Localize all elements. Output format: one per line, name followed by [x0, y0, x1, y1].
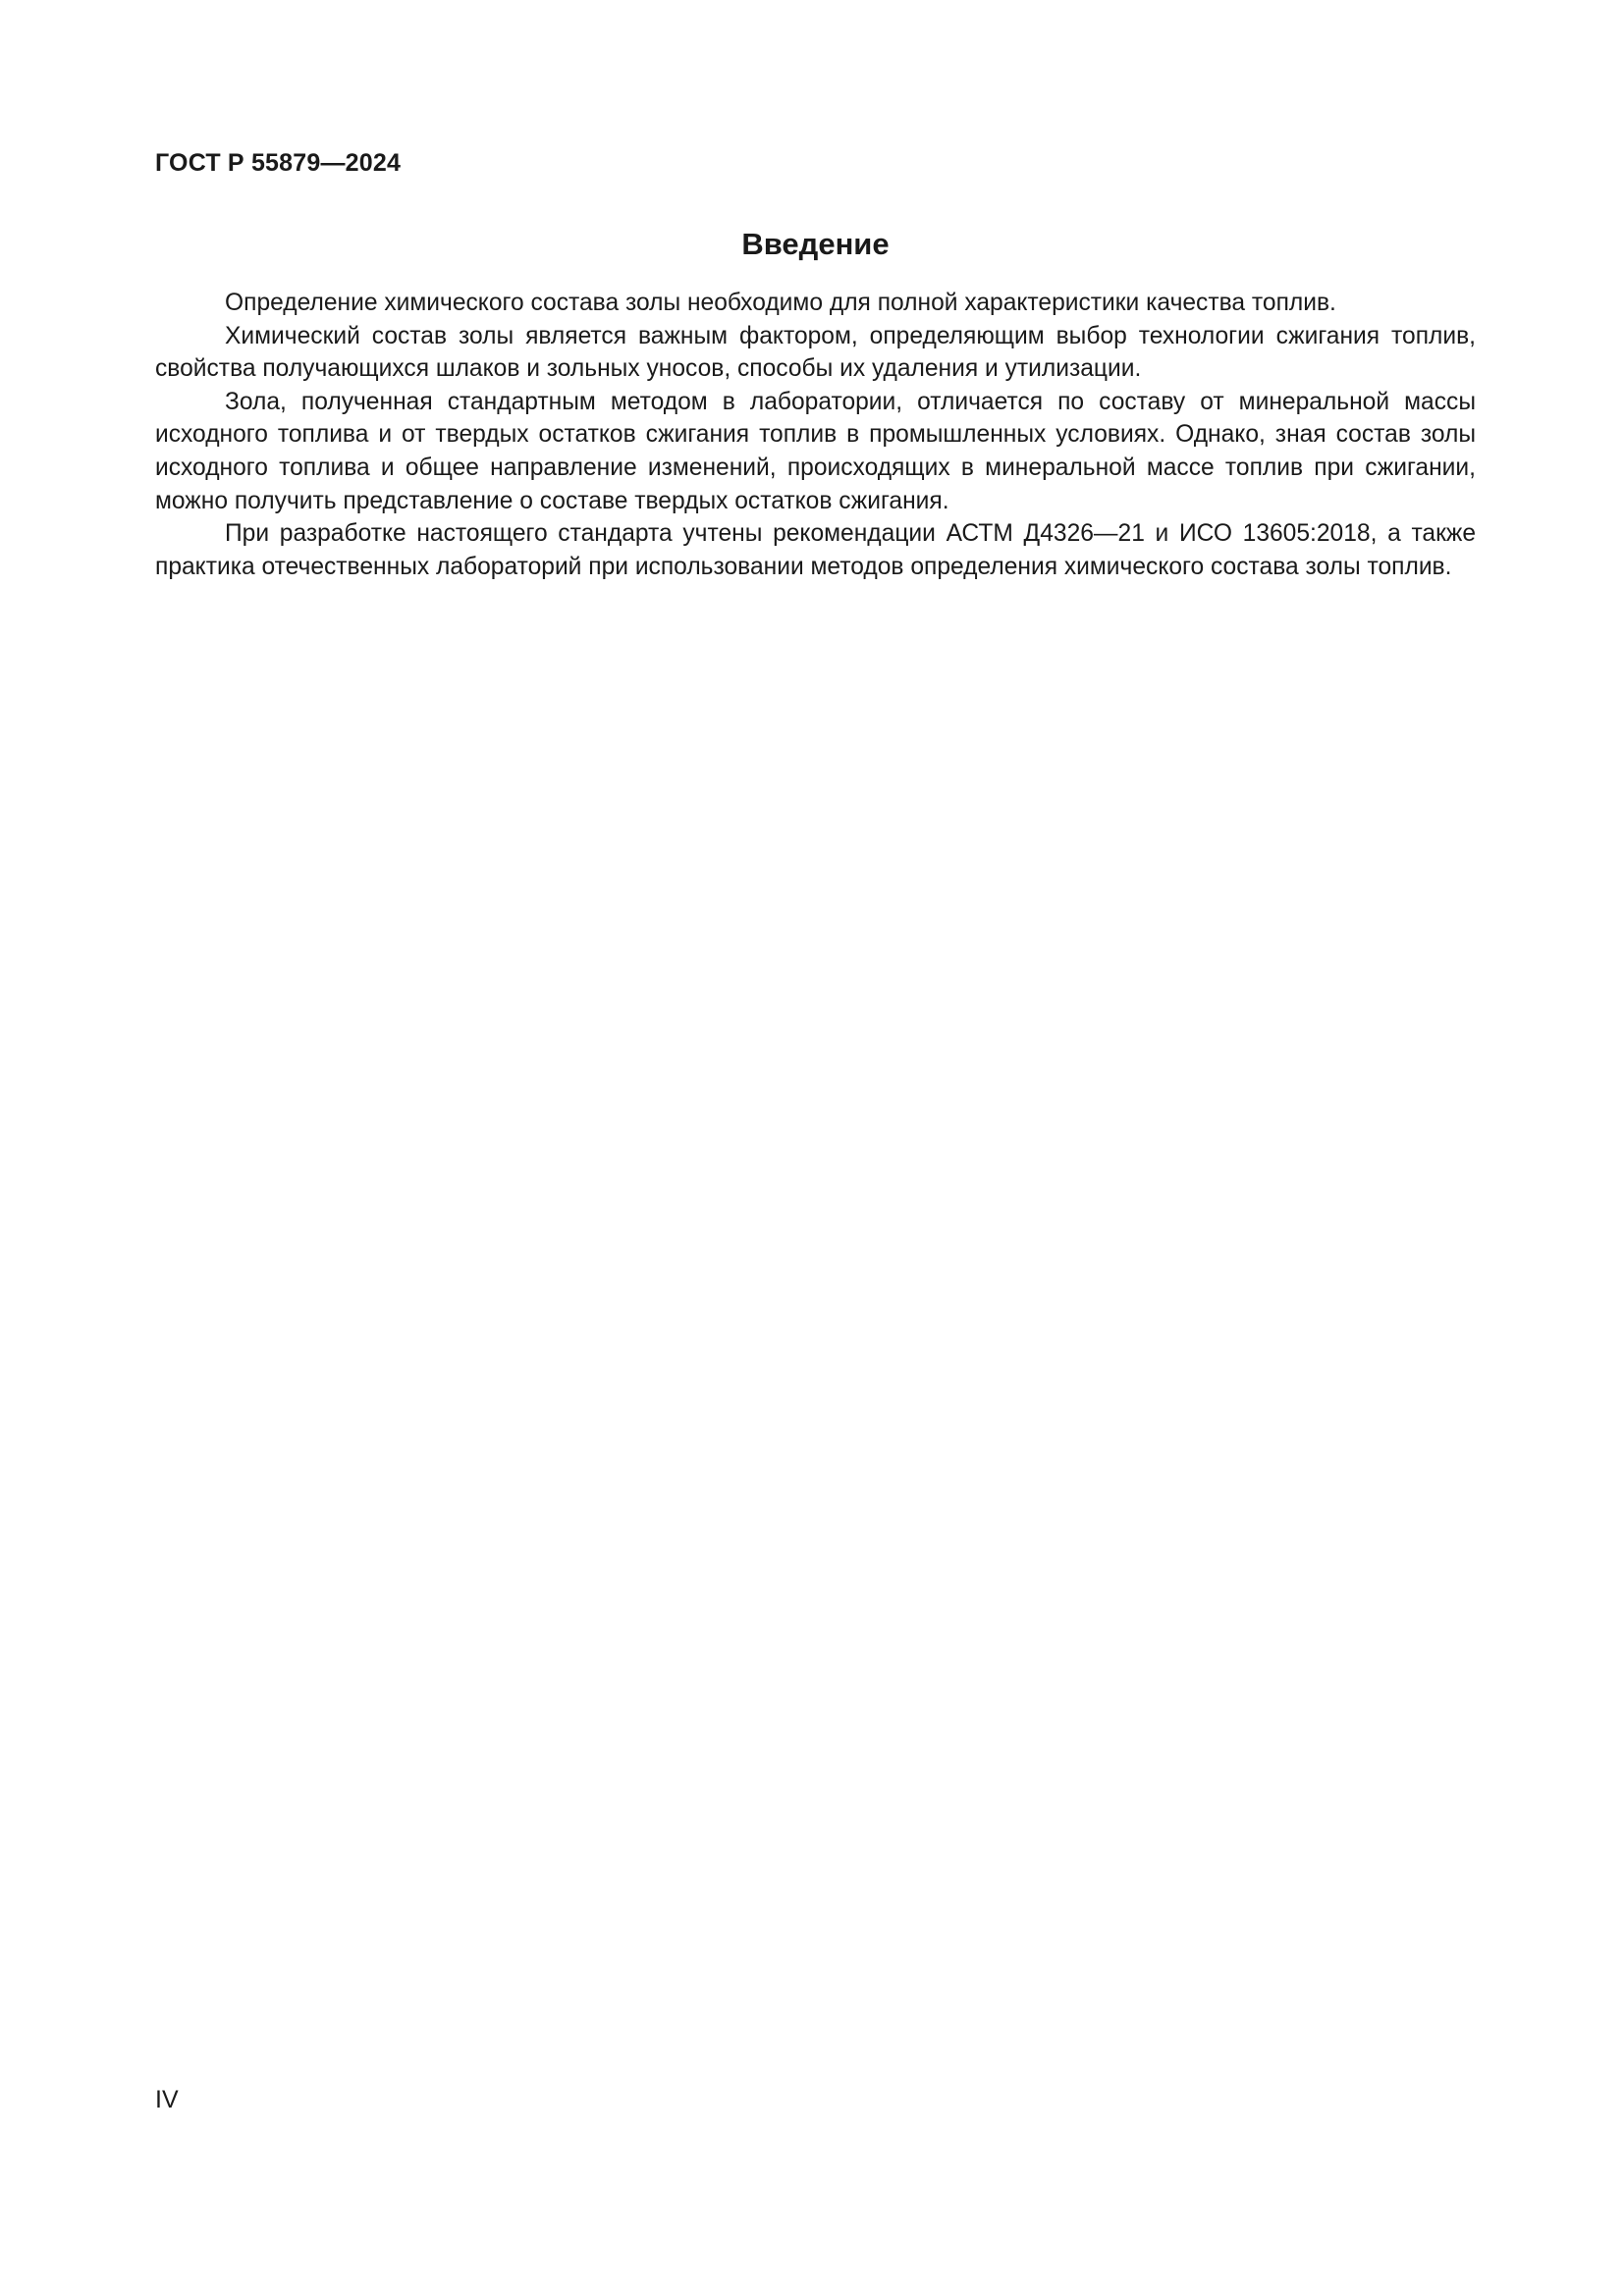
paragraph: При разработке настоящего стандарта учтены рекомендации АСТМ Д4326—21 и ИСО 13605:2018, а также практика отечественных лабораторий при использовании методов определения химического состава золы топлив. — [155, 520, 1476, 580]
section-title: Введение — [741, 227, 890, 261]
paragraph: Химический состав золы является важным фактором, определяющим выбор технологии сжигания топлив, свойства получающихся шлаков и зольных уносов, способы их удаления и утилизации. — [155, 322, 1476, 383]
page-number: IV — [155, 2086, 179, 2113]
paragraph: Зола, полученная стандартным методом в лаборатории, отличается по составу от минеральной массы исходного топлива и от твердых остатков сжигания топлив в промышленных условиях. Однако, зная состав золы исходного топлива и общее направление изменений, происходящих в минеральной массе топлив при сжигании, можно получить представление о составе твердых остатков сжигания. — [155, 388, 1476, 514]
document-code: ГОСТ Р 55879—2024 — [155, 149, 402, 177]
paragraph: Определение химического состава золы необходимо для полной характеристики качества топлив. — [225, 290, 1336, 316]
introduction-body — [155, 287, 1476, 583]
